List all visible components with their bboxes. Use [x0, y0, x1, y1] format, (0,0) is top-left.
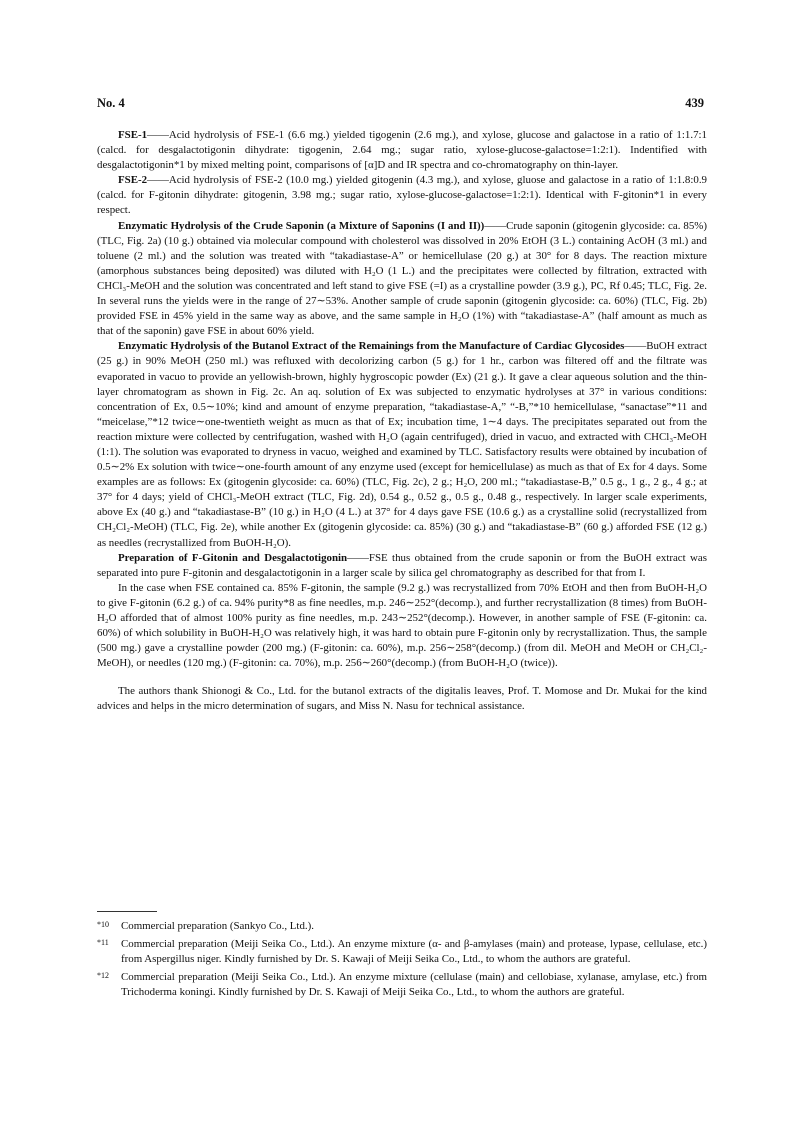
footnote — [97, 919, 707, 934]
paragraph-lead: FSE-2 — [118, 174, 148, 187]
paragraph-text: ——Acid hydrolysis of FSE-2 (10.0 mg.) yielded gitogenin (4.3 mg.), and xylose, gluose and galactose in a ratio of 1:1.8:0.9 (calcd. for F-gitonin dihydrate: gitogenin, 3.98 mg.; sugar ratio, xylose-glucose-galactose=1:2:1). Identical with F-gitonin*1 in every respect. — [97, 174, 707, 217]
footnote — [97, 970, 707, 1000]
page-journal-number: No. 4 — [97, 96, 125, 110]
paragraph-text: ——BuOH extract (25 g.) in 90% MeOH (250 ml.) was refluxed with decolorizing carbon (5 g.) for 1 hr., carbon was filtered off and the filtrate was evaporated in vacuo to provide an yellowish-brown, highly hygroscopic powder (Ex) (21 g.). It gave a clear aqueous solution and the thin-layer chromatogram as shown in Fig. 2c. An aq. solution of Ex was subjected to enzymatic hydrolyses at 37° in various conditions: concentration of Ex, 0.5∼10%; kind and amount of enzyme preparation, “takadiastase-A,” “-B,”*10 hemicellulase, “sanactase”*11 and “meicelase,”*12 twice∼one-twentieth weight as mucn as that of Ex; incubation time, 1∼4 days. The precipitates separated out from the reaction mixture were collected by centrifugation, washed with H₂O (again centrifuged), dried in vacuo, and extracted with CHCl₃-MeOH (1:1). The solution was evaporated to dryness in vacuo, weighed and examined by TLC. Satisfactory results were obtained by incubation of 0.5∼2% Ex solution with twice∼one-fourth amount of any enzyme used (except for hemicellulase) as much as that of Ex for 4 days. Some examples are as follows: Ex (gitogenin glycoside: ca. 60%) (TLC, Fig. 2c), 2 g.; H₂O, 200 ml.; “takadiastase-B,” 0.5 g., 1 g., 2 g., 4 g.; at 37° for 4 days; yield of CHCl₃-MeOH extract (TLC, Fig. 2d), 0.54 g., 0.52 g., 0.5 g., 0.48 g., respectively. In larger scale experiments, above Ex (40 g.) and “takadiastase-B” (10 g.) in H₂O (4 L.) at 37° for 4 days gave FSE (10.6 g.) as a crystalline solid (recrystallized from CH₂Cl₂-MeOH) (TLC, Fig. 2e), while another Ex (gitogenin glycoside: ca. 85%) (30 g.) and “takadiastase-B” (60 g.) afforded FSE (12 g.) as needles (recrystallized from BuOH-H₂O). — [97, 340, 707, 549]
paragraph-fse2 — [97, 173, 707, 218]
paragraph-lead: Preparation of F-Gitonin and Desgalactotigonin — [118, 551, 348, 564]
paragraph-text: ——FSE thus obtained from the crude saponin or from the BuOH extract was separated into pure F-gitonin and desgalactotigonin in a larger scale by silica gel chromatography as described for that from I. — [97, 551, 707, 579]
footnote-text: Commercial preparation (Sankyo Co., Ltd.). — [121, 920, 314, 932]
footnote-mark: *10 — [97, 920, 109, 929]
paragraph-enzymatic-butanol-extract — [97, 339, 707, 550]
acknowledgement: The authors thank Shionogi & Co., Ltd. for the butanol extracts of the digitalis leaves, Prof. T. Momose and Dr. Mukai for the kind advices and helps in the micro determination of sugars, and Miss N. Nasu for technical assistance. — [97, 685, 707, 713]
footnote-mark: *11 — [97, 938, 109, 948]
paragraph-lead: Enzymatic Hydrolysis of the Crude Saponin (a Mixture of Saponins (I and II)) — [118, 219, 485, 232]
article-body — [97, 128, 707, 715]
paragraph-text: In the case when FSE contained ca. 85% F-gitonin, the sample (9.2 g.) was recrystallized from 70% EtOH and then from BuOH-H₂O to give F-gitonin (6.2 g.) of ca. 94% purity*8 as fine needles, m.p. 246∼252°(decomp.), and further recrystallization (8 times) from BuOH-H₂O afforded that of almost 100% purity as fine needles, m.p. 243∼252°(decomp.). However, in another sample of FSE (F-gitonin: ca. 60%) of which solubility in BuOH-H₂O was relatively high, it was hard to obtain pure F-gitonin only by recrystallization. Thus, the sample (500 mg.) gave a crystalline powder (200 mg.) (F-gitonin: ca. 60%), m.p. 256∼258°(decomp.) (from dil. MeOH and MeOH or CH₂Cl₂-MeOH), or needles (120 mg.) (F-gitonin: ca. 70%), m.p. 256∼260°(decomp.) (from BuOH-H₂O (twice)). — [97, 581, 707, 670]
footnote-divider — [97, 911, 157, 912]
footnote-text: Commercial preparation (Meiji Seika Co., Ltd.). An enzyme mixture (α- and β-amylases (main) and protease, lypase, cellulase, etc.) from Aspergillus niger. Kindly furnished by Dr. S. Kawaji of Meiji Seika Co., Ltd., to whom the authors are grateful. — [121, 938, 707, 966]
paragraph-fse1 — [97, 128, 707, 173]
paragraph-recrystallization — [97, 581, 707, 672]
footnote — [97, 937, 707, 967]
paragraph-text: ——Crude saponin (gitogenin glycoside: ca. 85%) (TLC, Fig. 2a) (10 g.) obtained via molecular compound with cholesterol was dissolved in 20% EtOH (3 L.) containing AcOH (3 ml.) and toluene (2 ml.) and the solution was treated with “takadiastase-A” or hemicellulase (20 g.) at 30° for 8 days. The reaction mixture (amorphous substances being deposited) was diluted with H₂O (1 L.) and the precipitates were collected by filtration, extracted with CHCl₃-MeOH and the solution was concentrated and left stand to give FSE (=I) as a crystalline powder (3.9 g.), PC, Rf 0.45; TLC, Fig. 2e. In several runs the yields were in the range of 27∼53%. Another sample of crude saponin (gitogenin glycoside: ca. 60%) (TLC, Fig. 2b) provided FSE in 45% yield in the same way as above, and the same sample in H₂O (1%) with “takadiastase-A” (half amount as much as that of the saponin) gave FSE in about 60% yield. — [97, 219, 707, 338]
footnote-mark: *12 — [97, 971, 109, 981]
paragraph-lead: Enzymatic Hydrolysis of the Butanol Extract of the Remainings from the Manufacture of Cardiac Glycosides — [118, 340, 625, 353]
page-number: 439 — [685, 96, 704, 110]
paragraph-enzymatic-crude-saponin — [97, 219, 707, 340]
footnotes — [97, 919, 707, 1003]
paragraph-lead: FSE-1 — [118, 129, 148, 141]
paragraph-preparation — [97, 551, 707, 581]
footnote-text: Commercial preparation (Meiji Seika Co., Ltd.). An enzyme mixture (cellulase (main) and cellobiase, xylanase, amylase, etc.) from Trichoderma koningi. Kindly furnished by Dr. S. Kawaji of Meiji Seika Co., Ltd., to whom the authors are grateful. — [121, 971, 707, 999]
paragraph-text: ——Acid hydrolysis of FSE-1 (6.6 mg.) yielded tigogenin (2.6 mg.), and xylose, glucose and galactose in a ratio of 1:1.7:1 (calcd. for desgalactotigonin dihydrate: tigogenin, 2.64 mg.; sugar ratio, xylose-glucose-galactose=1:2:1). Indentified with desgalactotigonin*1 by mixed melting point, comparisons of [α]D and IR spectra and co-chromatography on thin-layer. — [97, 129, 707, 172]
